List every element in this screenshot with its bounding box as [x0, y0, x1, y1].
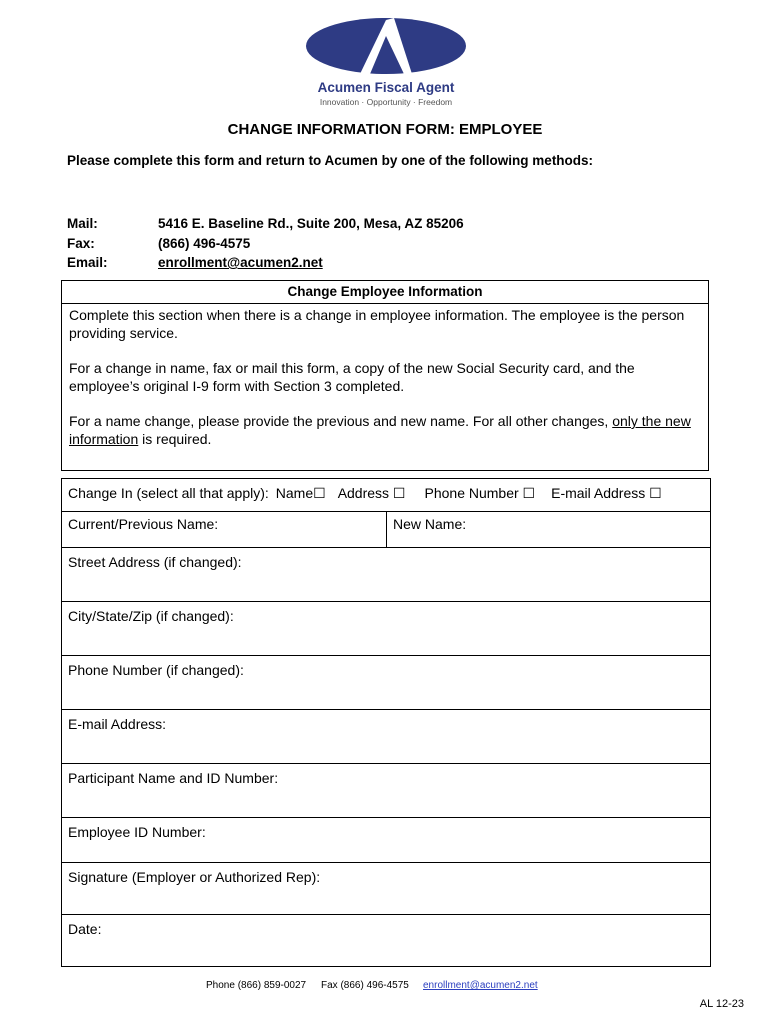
name-checkbox[interactable]: Name☐: [275, 485, 326, 501]
footer-phone: Phone (866) 859-0027: [206, 980, 307, 991]
info-paragraph-3: [69, 413, 700, 448]
new-name-label: New Name:: [393, 516, 467, 532]
current-name-field[interactable]: [62, 512, 387, 547]
email-address-checkbox[interactable]: E-mail Address ☐: [551, 485, 662, 501]
mail-value: 5416 E. Baseline Rd., Suite 200, Mesa, AZ 85206: [158, 216, 464, 231]
acumen-logo: [300, 14, 472, 108]
city-state-zip-field[interactable]: [62, 602, 710, 656]
info-box-body: [62, 304, 708, 448]
fax-value: (866) 496-4575: [158, 235, 251, 251]
city-state-zip-label: City/State/Zip (if changed):: [68, 608, 234, 624]
date-field[interactable]: [62, 915, 710, 967]
email-link[interactable]: enrollment@acumen2.net: [158, 255, 323, 270]
signature-field[interactable]: [62, 863, 710, 915]
info-p3-end: is required.: [138, 430, 212, 447]
current-name-label: Current/Previous Name:: [68, 516, 219, 532]
intro-text: Please complete this form and return to Acumen by one of the following methods:: [67, 153, 594, 168]
phone-number-label: Phone Number (if changed):: [68, 662, 244, 678]
change-in-label: Change In (select all that apply):: [68, 485, 269, 501]
mail-row: [67, 214, 464, 234]
fax-row: [67, 234, 464, 254]
email-address-label: E-mail Address:: [68, 716, 167, 732]
info-paragraph-2: For a change in name, fax or mail this form, a copy of the new Social Security card, and the employee’s original I-9 form with Section 3 completed.: [69, 360, 635, 394]
address-checkbox[interactable]: Address ☐: [337, 485, 406, 501]
logo-tagline: Innovation · Opportunity · Freedom: [319, 97, 453, 107]
name-row: [62, 512, 710, 548]
street-address-field[interactable]: [62, 548, 710, 602]
footer-fax: Fax (866) 496-4575: [321, 980, 409, 991]
participant-name-id-field[interactable]: [62, 764, 710, 818]
info-p3-underlined: only the new information: [69, 413, 691, 447]
fax-label: Fax:: [67, 235, 95, 251]
form-code: AL 12-23: [699, 998, 744, 1010]
email-label: Email:: [67, 255, 108, 270]
employee-change-form: [61, 478, 711, 967]
email-address-field[interactable]: [62, 710, 710, 764]
info-paragraph-1: Complete this section when there is a change in employee information. The employee is the person providing service.: [69, 307, 685, 341]
date-label: Date:: [68, 921, 102, 937]
employee-id-label: Employee ID Number:: [68, 824, 206, 840]
phone-number-checkbox[interactable]: Phone Number ☐: [424, 485, 536, 501]
info-box: [61, 280, 709, 471]
new-name-field[interactable]: [387, 512, 466, 547]
email-row: [67, 253, 464, 273]
participant-name-id-label: Participant Name and ID Number:: [68, 770, 279, 786]
logo-mark-icon: [300, 14, 472, 80]
contact-methods: [67, 214, 464, 273]
mail-label: Mail:: [67, 216, 98, 231]
info-p3-start: For a name change, please provide the previous and new name. For all other changes,: [69, 413, 613, 429]
signature-label: Signature (Employer or Authorized Rep):: [68, 869, 321, 885]
page-title: CHANGE INFORMATION FORM: EMPLOYEE: [227, 121, 543, 138]
footer-email-link[interactable]: enrollment@acumen2.net: [423, 980, 538, 991]
change-in-row: [62, 479, 710, 512]
employee-id-field[interactable]: [62, 818, 710, 863]
street-address-label: Street Address (if changed):: [68, 554, 242, 570]
info-box-heading: Change Employee Information: [62, 281, 708, 304]
phone-number-field[interactable]: [62, 656, 710, 710]
logo-name: Acumen Fiscal Agent: [317, 80, 455, 95]
